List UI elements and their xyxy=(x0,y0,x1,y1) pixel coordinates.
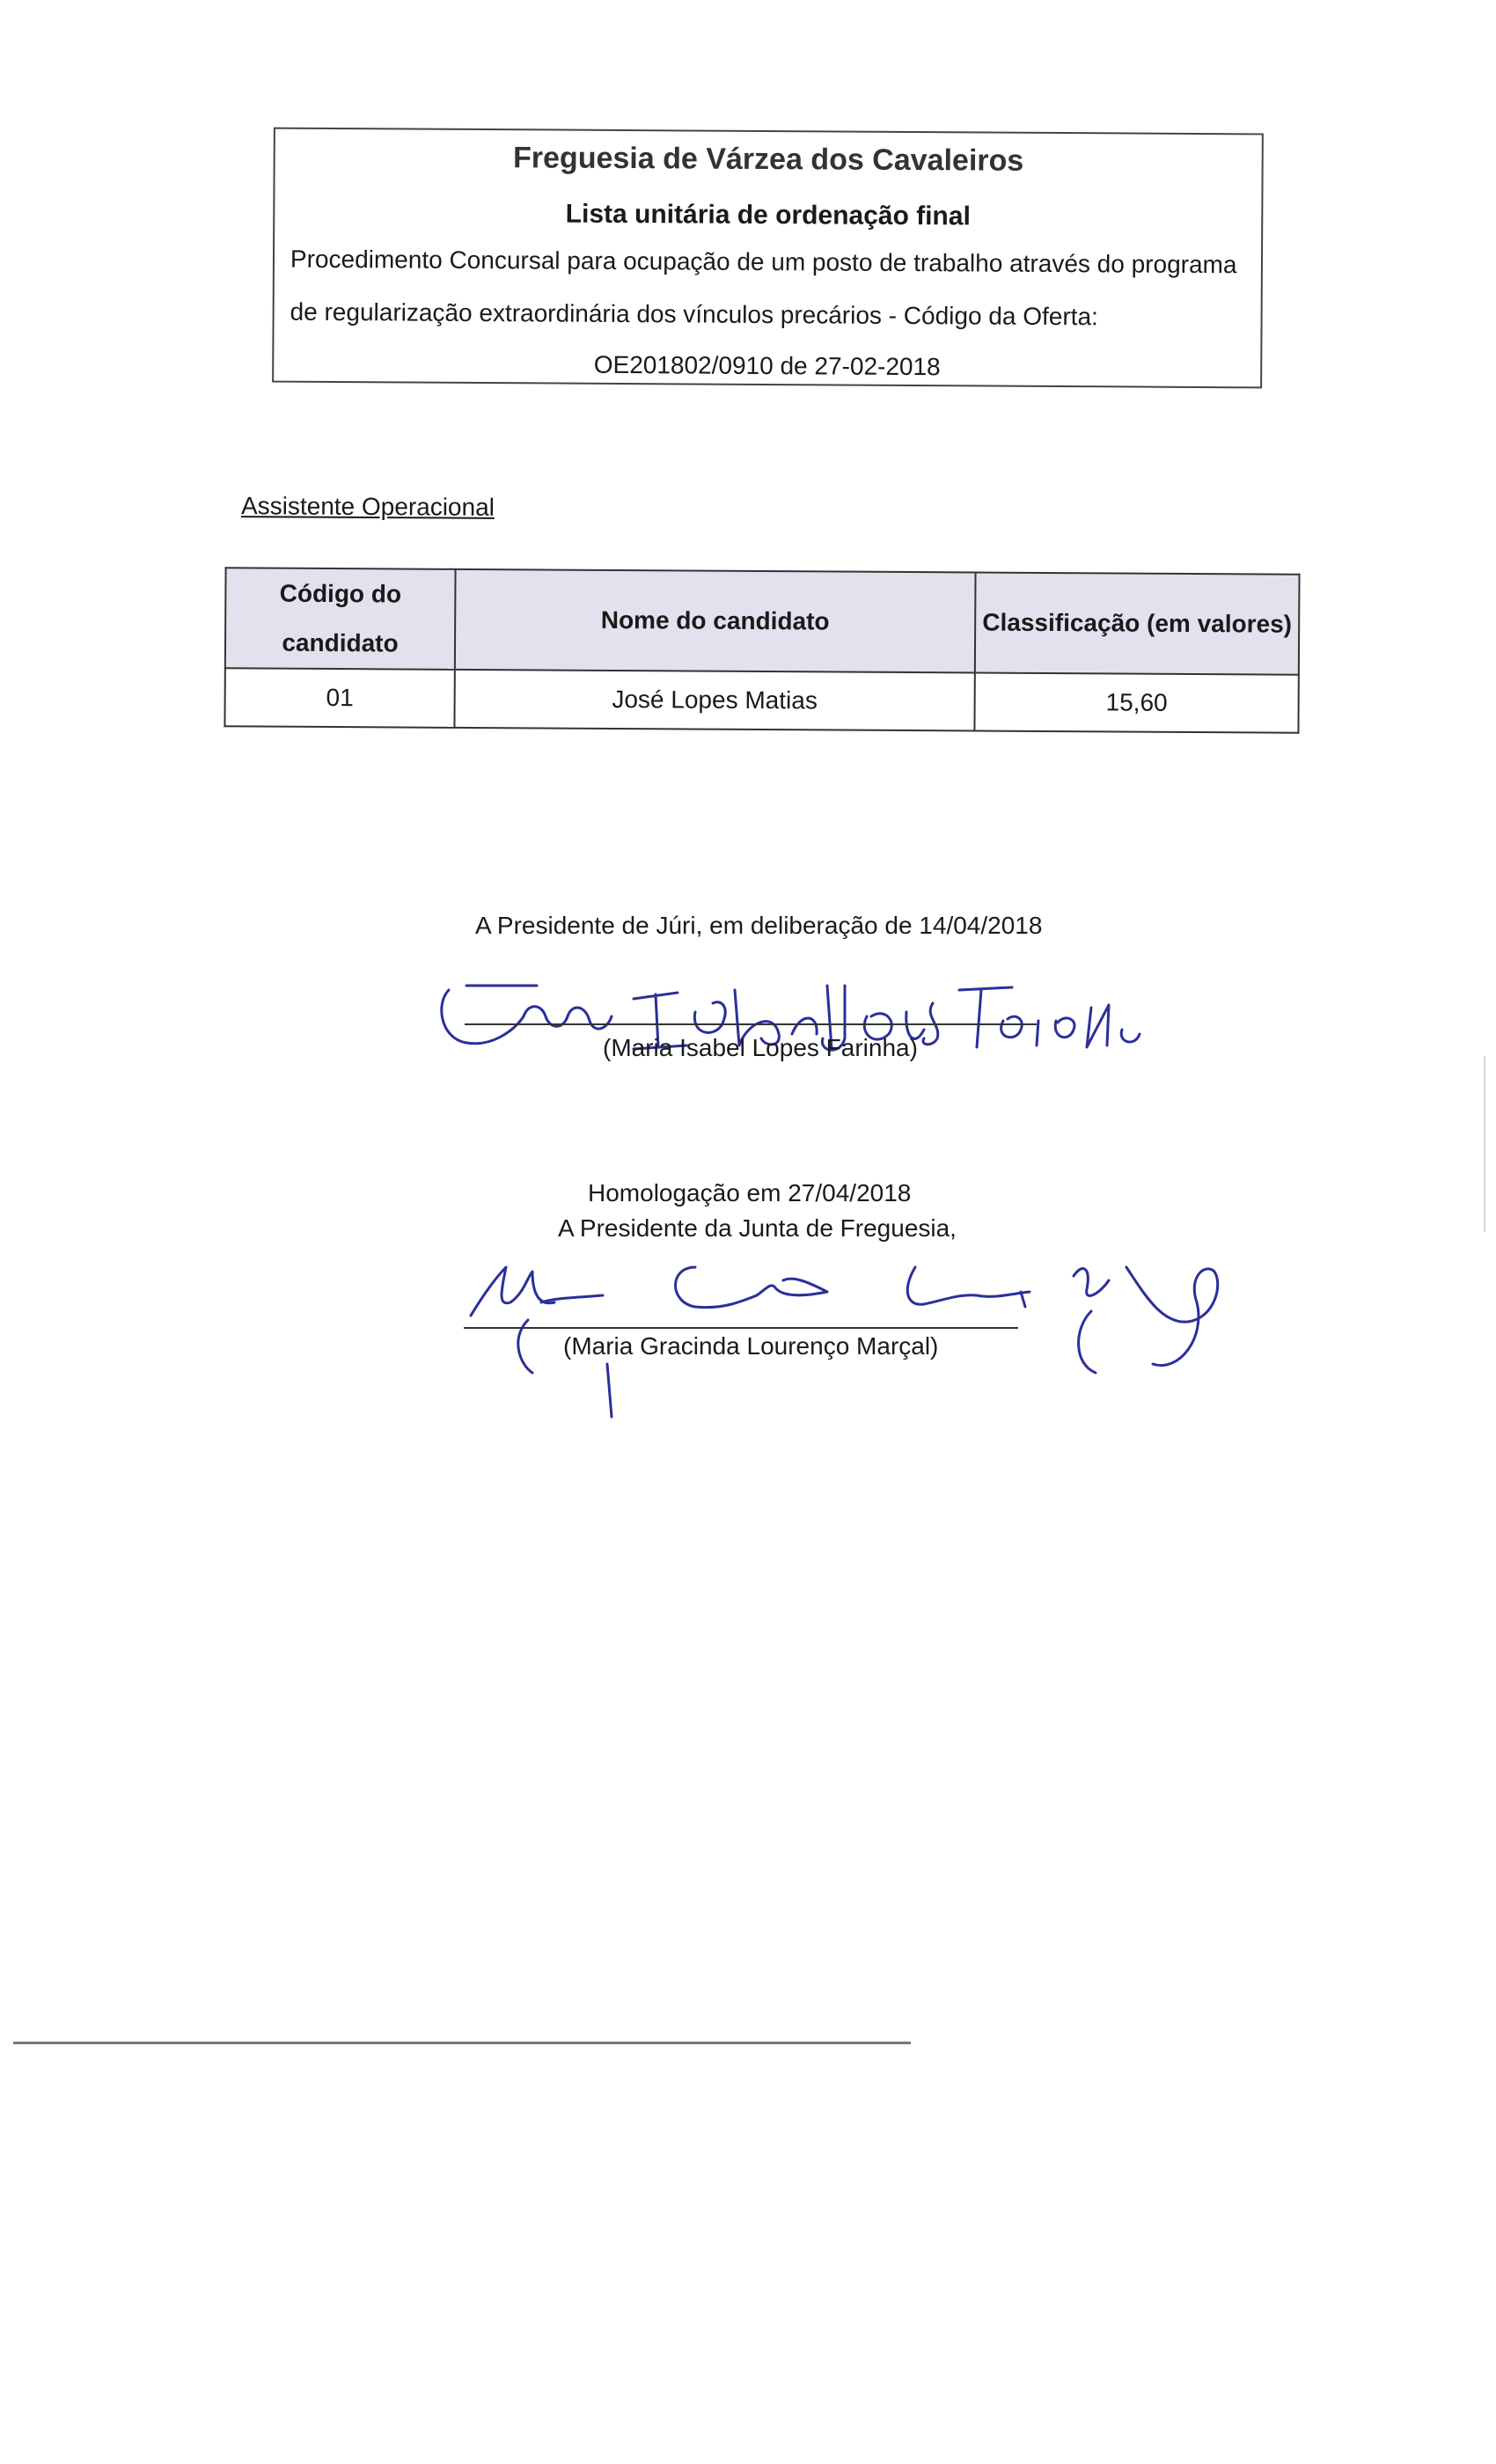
candidates-table xyxy=(224,567,1300,731)
header-classification: Classificação (em valores) xyxy=(975,572,1300,674)
table-header-row xyxy=(225,568,1300,674)
jury-signature-line xyxy=(465,1023,1037,1025)
procedure-description-line-2: de regularização extraordinária dos vínculos precários - Código da Oferta: xyxy=(290,297,1098,331)
homologation-role: A Presidente da Junta de Freguesia, xyxy=(558,1214,957,1242)
procedure-description-line-1: Procedimento Concursal para ocupação de um posto de trabalho através do programa xyxy=(290,245,1237,279)
jury-heading: A Presidente de Júri, em deliberação de 14/04/2018 xyxy=(475,912,1043,939)
homologation-date: Homologação em 27/04/2018 xyxy=(588,1179,912,1206)
cell-candidate-code: 01 xyxy=(224,668,454,728)
homologation-president-name: (Maria Gracinda Lourenço Marçal) xyxy=(563,1332,939,1360)
cell-candidate-name: José Lopes Matias xyxy=(454,670,974,731)
header-candidate-code: Código do candidato xyxy=(225,568,456,670)
scan-right-edge xyxy=(1484,1056,1485,1232)
section-title: Assistente Operacional xyxy=(240,492,495,521)
table-row xyxy=(224,668,1298,732)
offer-code: OE201802/0910 de 27-02-2018 xyxy=(593,350,941,381)
document-header-box xyxy=(272,128,1264,389)
cell-classification: 15,60 xyxy=(974,672,1298,732)
parish-title: Freguesia de Várzea dos Cavaleiros xyxy=(512,141,1024,178)
header-candidate-name: Nome do candidato xyxy=(455,569,976,673)
list-subtitle: Lista unitária de ordenação final xyxy=(565,199,971,231)
scan-page-edge xyxy=(13,2042,911,2044)
homologation-signature-line xyxy=(464,1327,1018,1329)
jury-president-name: (Maria Isabel Lopes Farinha) xyxy=(603,1034,918,1061)
